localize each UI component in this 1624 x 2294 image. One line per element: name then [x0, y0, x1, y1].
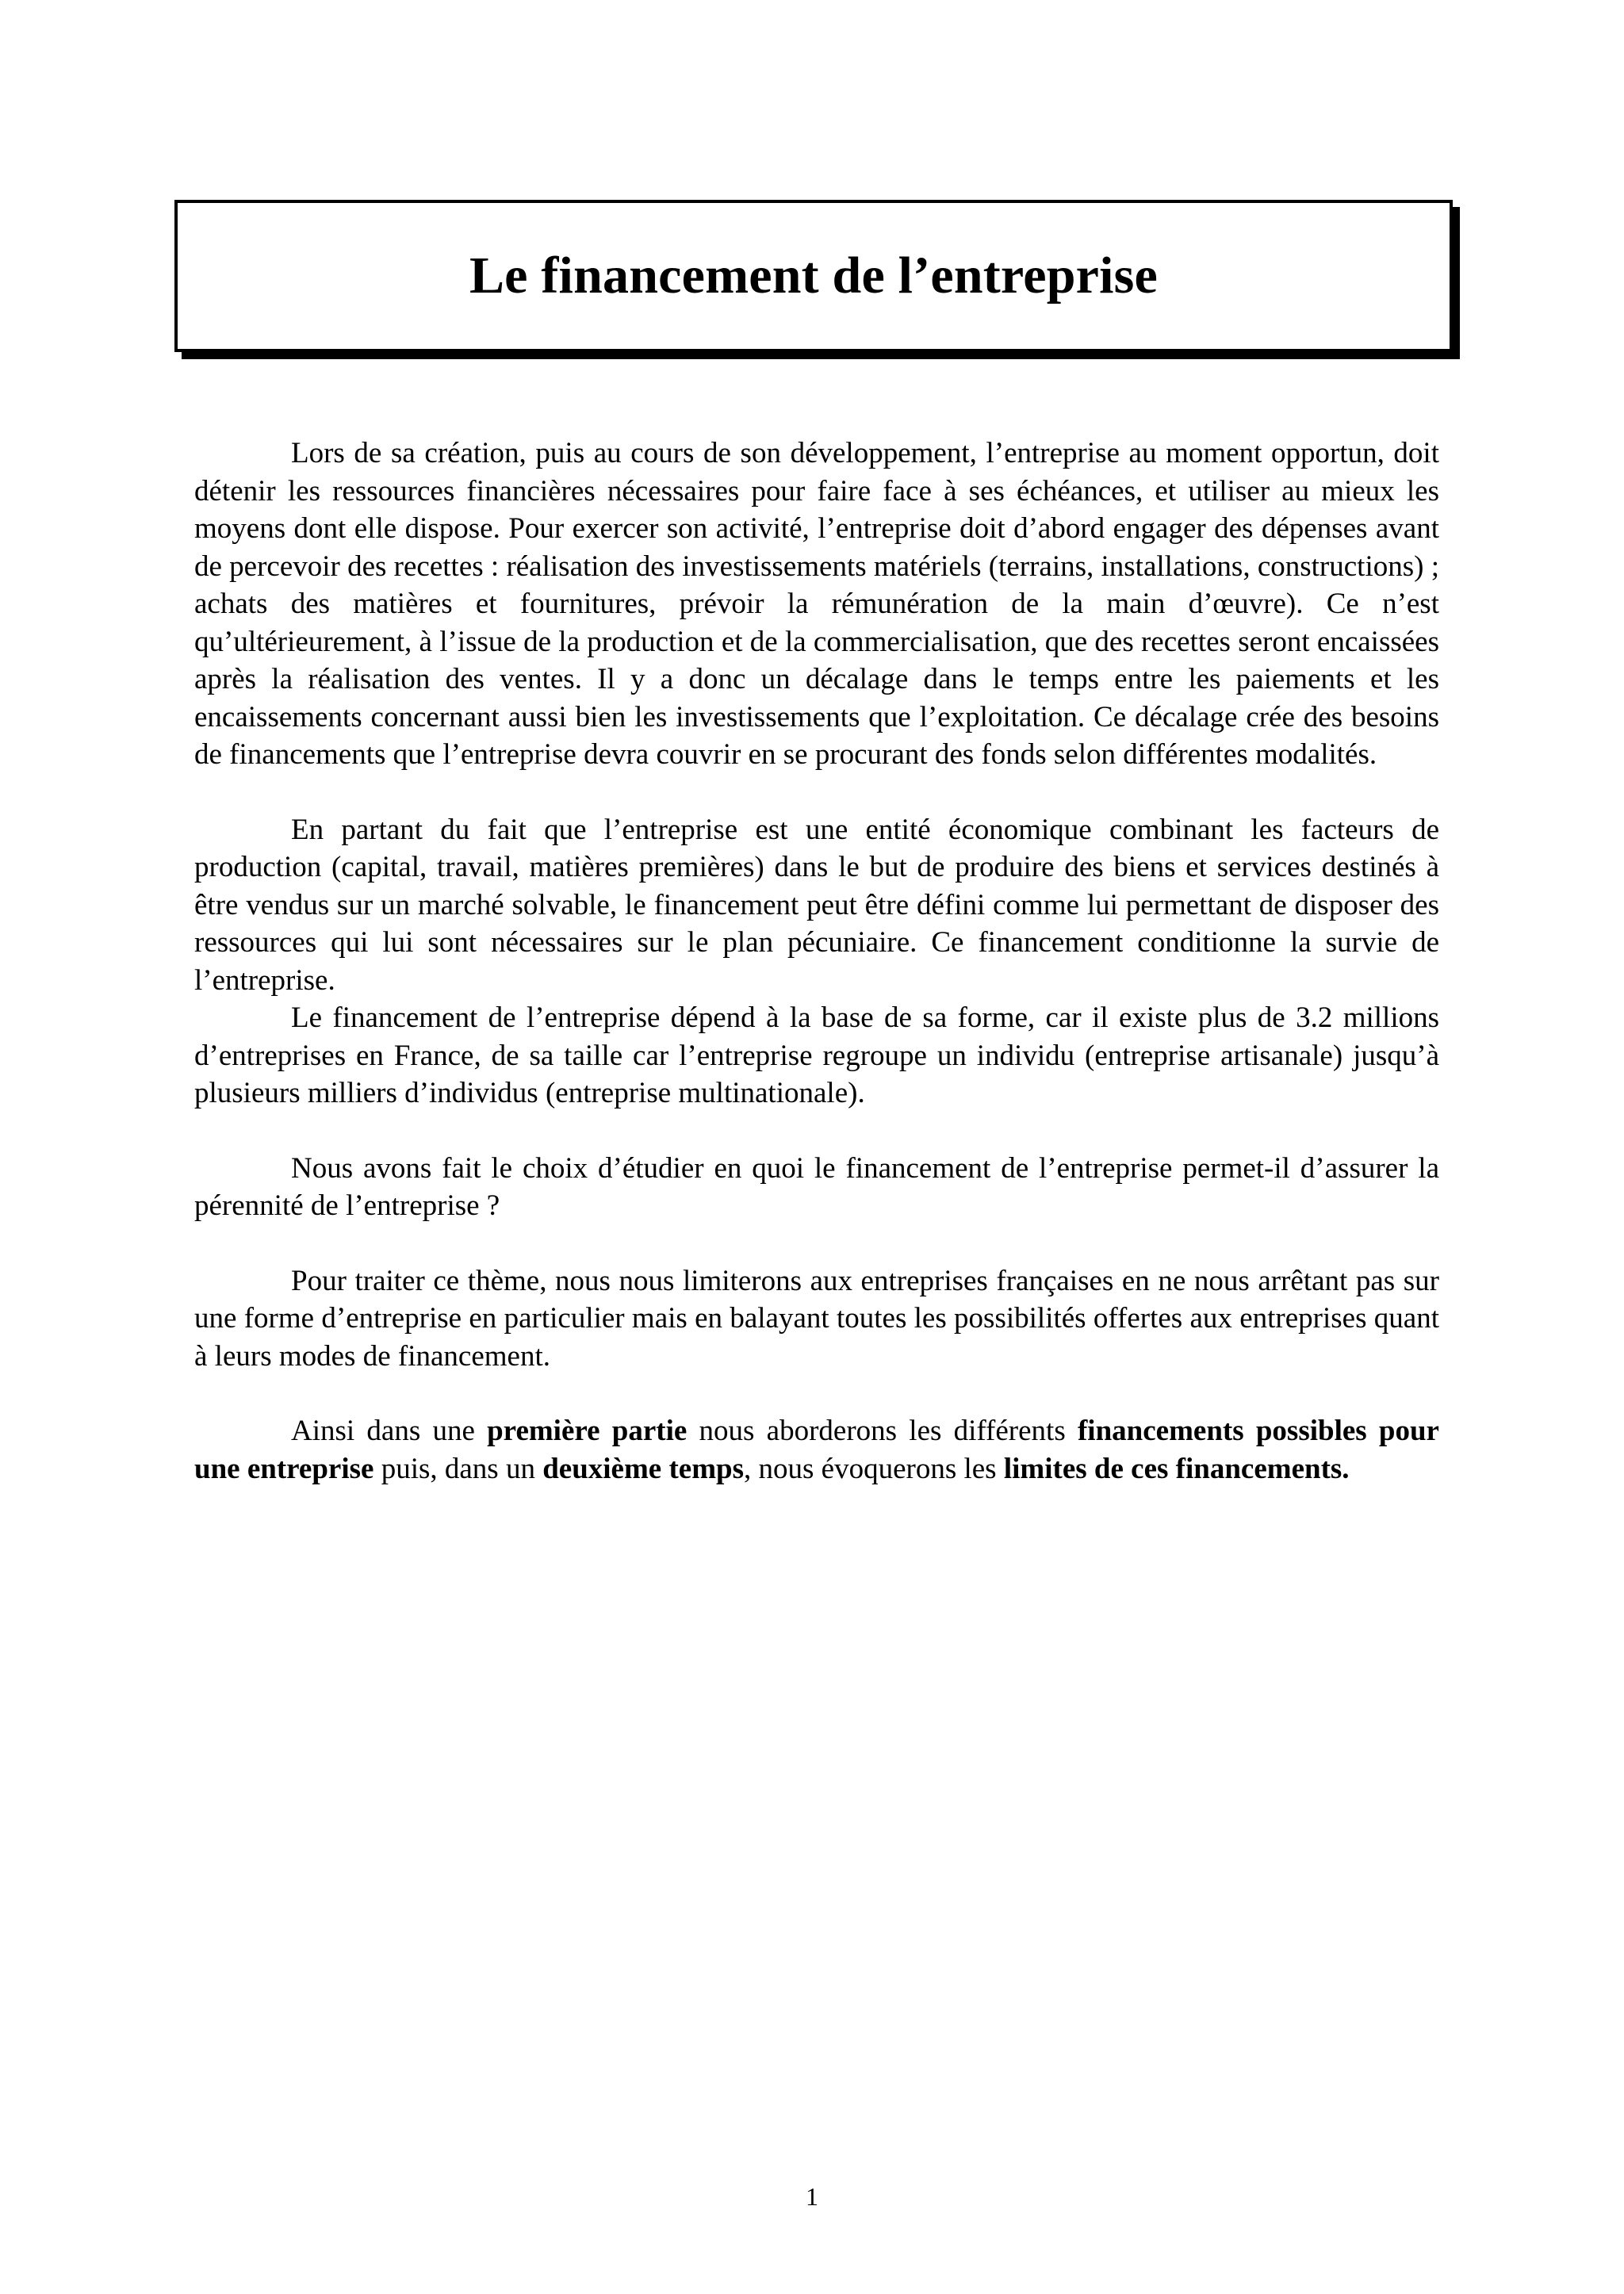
plan-emphasis: limites de ces financements. [1003, 1452, 1350, 1485]
plan-text: Ainsi dans une [291, 1415, 488, 1447]
paragraph-definition: En partant du fait que l’entreprise est une entité économique combinant les facteurs de production (capital, travail, matières premières) dans le but de produire des biens et services destinés à être vendus sur un marché solvable, le financement peut être défini comme lui permettant de disposer des ressources qui lui sont nécessaires sur le plan pécuniaire. Ce financement conditionne la survie de l’entreprise. [194, 813, 1439, 997]
plan-emphasis: deuxième temps [542, 1452, 745, 1485]
plan-text: nous aborderons les différents [687, 1415, 1078, 1447]
plan-text: , nous évoquerons les [744, 1452, 1004, 1485]
paragraph-perimetre: Pour traiter ce thème, nous nous limiterons aux entreprises françaises en ne nous arrêtant pas sur une forme d’entreprise en particulier mais en balayant toutes les possibilités offertes aux entreprises quant à leurs modes de financement. [194, 1264, 1439, 1373]
paragraph-problematique: Nous avons fait le choix d’étudier en quoi le financement de l’entreprise permet-il d’assurer la pérennité de l’entreprise ? [194, 1151, 1439, 1222]
plan-emphasis: première partie [487, 1415, 688, 1447]
document-title: Le financement de l’entreprise [469, 247, 1159, 304]
page-number: 1 [806, 2182, 818, 2211]
document-body [194, 435, 1439, 1488]
paragraph-forme-taille: Le financement de l’entreprise dépend à la base de sa forme, car il existe plus de 3.2 millions d’entreprises en France, de sa taille car l’entreprise regroupe un individu (entreprise artisanale) jusqu’à plusieurs milliers d’individus (entreprise multinationale). [194, 1001, 1439, 1109]
plan-text: puis, dans un [373, 1452, 543, 1485]
paragraph-introduction: Lors de sa création, puis au cours de son développement, l’entreprise au moment opportun, doit détenir les ressources financières nécessaires pour faire face à ses échéances, et utiliser au mieux les moyens dont elle dispose. Pour exercer son activité, l’entreprise doit d’abord engager des dépenses avant de percevoir des recettes : réalisation des investissements matériels (terrains, installations, constructions) ; achats des matières et fournitures, prévoir la rémunération de la main d’œuvre). Ce n’est qu’ultérieurement, à l’issue de la production et de la commercialisation, que des recettes seront encaissées après la réalisation des ventes. Il y a donc un décalage dans le temps entre les paiements et les encaissements concernant aussi bien les investissements que l’exploitation. Ce décalage crée des besoins de financements que l’entreprise devra couvrir en se procurant des fonds selon différentes modalités. [194, 437, 1439, 771]
title-box [174, 200, 1453, 352]
plan-emphasis: financements possibles pour une entreprise [194, 1415, 1439, 1485]
paragraph-annonce-plan [194, 1412, 1439, 1488]
